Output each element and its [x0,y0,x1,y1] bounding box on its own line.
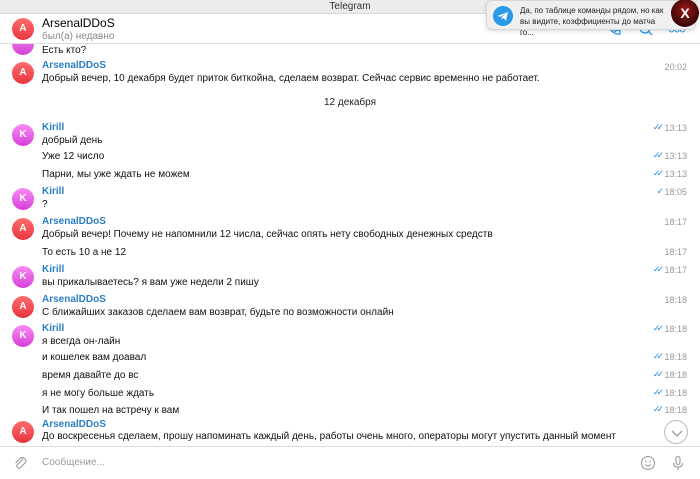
message-time: 18:18 [664,388,687,398]
avatar[interactable]: A [12,296,34,318]
read-check-icon: ✓✓ [652,122,660,132]
notification-text: Да, по таблице команды рядом, но как вы видите, коэффициенты до матча го... [520,6,664,37]
attach-icon[interactable] [12,455,28,471]
message-time: 18:17 [664,217,687,227]
avatar[interactable]: A [12,421,34,443]
message-partial [0,45,700,58]
message-time: 18:17 [664,247,687,257]
notification-banner[interactable] [486,0,696,37]
message-time: 18:05 [664,187,687,197]
message-time: 18:18 [664,295,687,305]
read-check-icon: ✓✓ [652,351,660,361]
message-text: Добрый вечер! Почему не напомнили 12 числа, сейчас опять нету свободных денежных средств [42,229,493,240]
message-time: 18:17 [664,265,687,275]
avatar [12,44,34,55]
read-check-icon: ✓✓ [652,404,660,414]
message-text: То есть 10 а не 12 [42,247,127,258]
window-title: Telegram [0,0,700,14]
date-separator: 12 декабря [323,97,377,108]
message-text: я не могу больше ждать [42,388,155,399]
message-time: 18:18 [664,352,687,362]
message-text: добрый день [42,135,103,146]
avatar[interactable]: K [12,325,34,347]
message-time: 18:18 [664,405,687,415]
message-sender[interactable]: Kirill [42,264,65,275]
message-time: 20:02 [664,62,687,72]
message-text: Есть кто? [42,45,87,56]
chevron-down-icon [665,421,689,445]
emoji-icon[interactable] [640,455,656,471]
message-text: И так пошел на встречу к вам [42,405,180,416]
avatar[interactable]: A [12,18,34,40]
message-input[interactable]: Сообщение... [42,457,105,468]
message-time: 18:18 [664,324,687,334]
read-check-icon: ✓✓ [652,150,660,160]
message-sender[interactable]: ArsenalDDoS [42,419,106,430]
message-sender[interactable]: ArsenalDDoS [42,60,106,71]
read-check-icon: ✓✓ [652,387,660,397]
message-text: я всегда он-лайн [42,336,121,347]
scroll-down-button[interactable] [664,420,688,444]
message-sender[interactable]: Kirill [42,323,65,334]
message-text: С ближайших заказов сделаем вам возврат, будьте по возможности онлайн [42,307,394,318]
telegram-icon [493,6,513,26]
message-time: 18:18 [664,370,687,380]
message-sender[interactable]: Kirill [42,122,65,133]
read-check-icon: ✓✓ [652,264,660,274]
message-text: До воскресенья сделаем, прошу напоминать каждый день, работы очень много, операторы могут упустить данный момент [42,431,616,442]
read-check-icon: ✓✓ [652,323,660,333]
avatar[interactable]: A [12,218,34,240]
chat-status: был(а) недавно [42,31,115,42]
message-sender[interactable]: ArsenalDDoS [42,216,106,227]
chat-title[interactable]: ArsenalDDoS [42,16,115,30]
avatar[interactable]: A [12,62,34,84]
message-text: Добрый вечер, 10 декабря будет приток биткойна, сделаем возврат. Сейчас сервис временно не работает. [42,73,540,84]
microphone-icon[interactable] [670,455,686,471]
read-check-icon: ✓✓ [652,168,660,178]
message-time: 13:13 [664,123,687,133]
message-text: Уже 12 число [42,151,105,162]
message-text: время давайте до вс [42,370,139,381]
avatar[interactable]: K [12,266,34,288]
message-composer [0,446,700,479]
notification-avatar: X [671,0,699,27]
message-time: 13:13 [664,151,687,161]
message-text: ? [42,199,48,210]
message-list[interactable] [0,44,700,446]
avatar[interactable]: K [12,124,34,146]
read-check-icon: ✓✓ [652,369,660,379]
message-time: 13:13 [664,169,687,179]
read-check-icon: ✓ [656,186,660,196]
message-sender[interactable]: ArsenalDDoS [42,294,106,305]
message-text: Парни, мы уже ждать не можем [42,169,190,180]
message-text: вы прикалываетесь? я вам уже недели 2 пишу [42,277,259,288]
message-sender[interactable]: Kirill [42,186,65,197]
avatar[interactable]: K [12,188,34,210]
message-text: и кошелек вам доавал [42,352,147,363]
